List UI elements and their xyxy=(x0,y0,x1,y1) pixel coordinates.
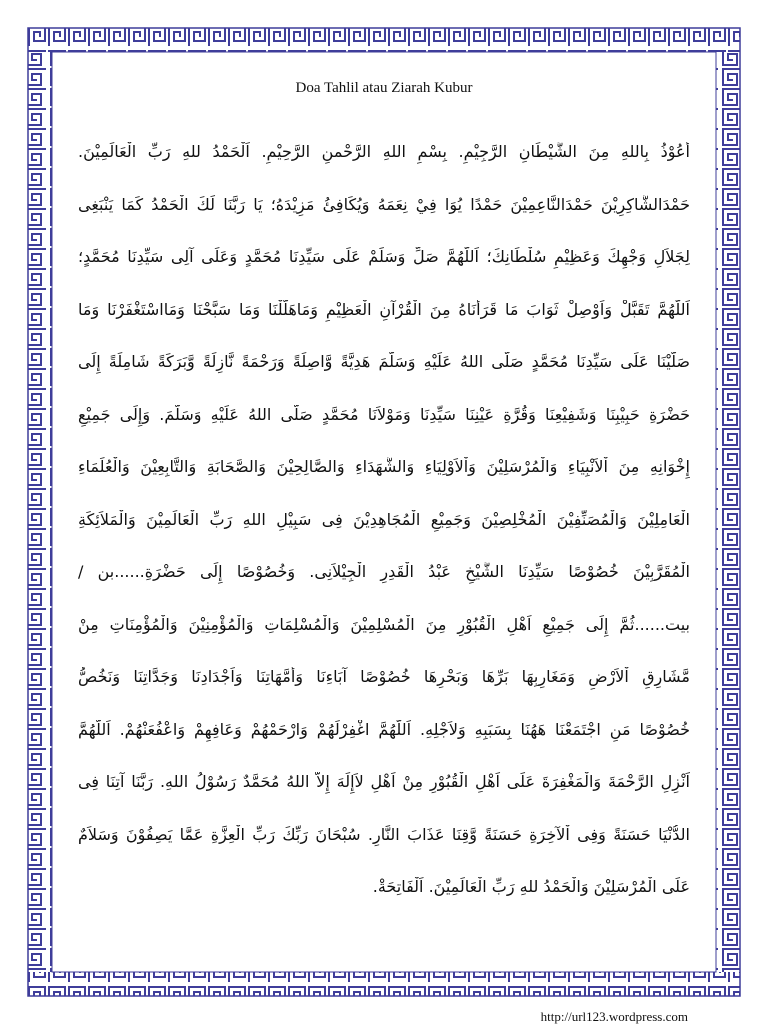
text-line: حَمْدَالشَّاكِرِيْنَ حَمْدَالنَّاعِمِيْنَ حَمْدًا يُوَا فِيْ نِعَمَهُ وَيُكَافِئُ مَزِيْدَهُ؛ يَا رَبَّنَا لَكَ الْحَمْدُ كَمَا يَنْبَغِى xyxy=(78,194,690,214)
text-line: أَعُوْذُ بِاللهِ مِنَ الشَّيْطَانِ الرَّجِيْمِ. بِسْمِ اللهِ الرَّحْمنِ الرَّحِيْمِ. اَلْحَمْدُ للهِ رَبِّ الْعَالَمِيْنَ. xyxy=(78,142,690,161)
text-line: خُصُوْصًا مَنِ اجْتَمَعْنَا هَهُنَا بِسَبَبِهِ وَلاَجْلِهِ. اَللّهُمَّ اغْفِرْلَهُمْ وَارْحَمْهُمْ وَعَافِهِمْ وَاعْفُعَنْهُمْ. اَللّهُمَّ xyxy=(78,719,690,739)
footer-url[interactable]: http://url123.wordpress.com xyxy=(540,1009,688,1024)
text-line: عَلَى الْمُرْسَلِيْنَ وَالْحَمْدُ للهِ رَبِّ الْعَالَمِيْنَ. اَلْفَاتِحَةْ. xyxy=(372,877,690,896)
text-line: اَللّهُمَّ تَقَبَّلْ وَاَوْصِلْ ثَوَابَ مَا قَرَأْنَاهُ مِنَ الْقُرْآنِ الْعَظِيْمِ وَمَاهَلَّلْنَا وَمَا سَبَّحْنَا وَمَااسْتَغْفَرْنَا وَمَا xyxy=(78,299,690,319)
text-line: الْمُقَرَّبِيْنَ خُصُوْصًا سَيِّدِنَا الشَّيْخِ عَبْدُ الْقَدِرِ الْجِيْلاَنِى. وَخُصُوْصًا إِلَى حَضْرَةِ......بن / xyxy=(78,562,690,581)
text-line: مَّشَارِقِ اْلاَرْضِ وَمَغَارِبِهَا بَرِّهَا وَبَحْرِهَا خُصُوْصًا آبَاءِنَا وَأُمَّهَاتِنَا وَاَجْدَادِنَا وَجَدَّاتِنَا وَنَخُصُّ xyxy=(78,667,690,686)
text-line: صَلَّيْنَا عَلَى سَيِّدِنَا مُحَمَّدٍ صَلَّى اللهُ عَلَيْهِ وَسَلَّمَ هَدِيَّةً وَّاصِلَةً وَرَحْمَةً نَّازِلَةً وَّبَرَكَةً شَامِلَةً إِلَى xyxy=(78,352,690,371)
page-title: Doa Tahlil atau Ziarah Kubur xyxy=(295,80,473,96)
text-line: اَنْزِلِ الرَّحْمَةَ وَالْمَغْفِرَةَ عَلَى اَهْلِ الْقُبُوْرِ مِنْ اَهْلِ لاَإِلَهَ إِلاَّ اللهُ مُحَمَّدٌ رَسُوْلُ اللهِ. رَبَّنَا آتِنَا فِى xyxy=(78,772,690,791)
text-line: لِجَلاَلِ وَجْهِكَ وَعَظِيْمِ سُلْطَانِكَ؛ اَللّهُمَّ صَلِّ وَسَلِّمْ عَلَى سَيِّدِنَا مُحَمَّدٍ وَعَلَى آلِى سَيِّدِنَا مُحَمَّدٍ؛ xyxy=(78,247,690,266)
text-line: الدُّنْيَا حَسَنَةً وَفِى اْلآخِرَةِ حَسَنَةً وَّقِنَا عَذَابَ النَّارِ. سُبْحَانَ رَبِّكَ رَبِّ الْعِزَّةِ عَمَّا يَصِفُوْنَ وَسَلاَمٌ xyxy=(78,824,690,844)
text-line: إِخْوَانِهِ مِنَ اْلاَنْبِيَاءِ وَالْمُرْسَلِيْنَ وَاْلاَوْلِيَاءِ وَالشُّهَدَاءِ وَالصَّالِحِيْنَ وَالصَّحَابَةِ وَالتَّابِعِيْنَ وَالْعُلَمَاءِ xyxy=(78,457,690,476)
prayer-text xyxy=(78,142,690,930)
text-line: الْعَامِلِيْنَ وَالْمُصَنِّفِيْنَ الْمُخْلِصِيْنَ وَجَمِيْعِ الْمُجَاهِدِيْنَ فِى سَبِيْلِ اللهِ رَبِّ الْعَالَمِيْنَ وَالْمَلاَئِكَةِ xyxy=(78,509,690,529)
text-line: بيت......ثُمَّ إِلَى جَمِيْعِ اَهْلِ الْقُبُوْرِ مِنَ الْمُسْلِمِيْنَ وَالْمُسْلِمَاتِ وَالْمُؤْمِنِيْنَ وَالْمُؤْمِنَاتِ مِنْ xyxy=(78,614,690,634)
text-line: حَضْرَةِ حَبِيْبِنَا وَشَفِيْعِنَا وَقُرَّةِ عَيْنِنَا سَيِّدِنَا وَمَوْلاَنَا مُحَمَّدٍ صَلَّى اللهُ عَلَيْهِ وَسَلَّمَ. وَإِلَى جَمِيْعِ xyxy=(78,404,690,424)
